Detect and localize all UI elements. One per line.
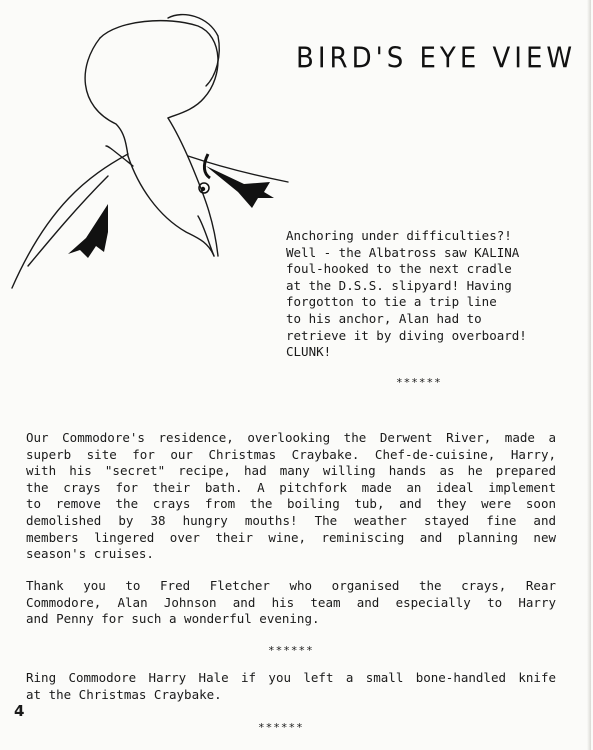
craybake-line: to remove the crays from the boiling tub, and they were soon <box>26 496 556 512</box>
section-separator: ****** <box>396 376 442 389</box>
intro-line: Anchoring under difficulties?! <box>286 228 512 243</box>
right-webbed-foot <box>206 166 274 208</box>
intro-line: Well - the Albatross saw KALINA <box>286 244 520 260</box>
page-number: 4 <box>14 702 25 720</box>
craybake-line: season's cruises. <box>26 546 154 562</box>
craybake-line: superb site for our Christmas Craybake. Chef-de-cuisine, Harry, <box>26 446 556 462</box>
thanks-paragraph <box>26 578 556 628</box>
intro-line: at the D.S.S. slipyard! Having <box>286 277 512 293</box>
intro-line: to his anchor, Alan had to <box>286 310 482 326</box>
craybake-line: members lingered over their wine, reminiscing and planning new <box>26 529 556 545</box>
craybake-line: with his "secret" recipe, had many willing hands as he prepared <box>26 463 556 479</box>
intro-line: forgotton to tie a trip line <box>286 294 497 310</box>
page-edge-shadow <box>587 0 591 750</box>
knife-paragraph <box>26 670 556 703</box>
thanks-line: Commodore, Alan Johnson and his team and especially to Harry <box>26 594 556 610</box>
thanks-line: Thank you to Fred Fletcher who organised the crays, Rear <box>26 578 556 593</box>
craybake-line: the crays for their bath. A pitchfork made an ideal implement <box>26 479 556 495</box>
thanks-line: and Penny for such a wonderful evening. <box>26 611 320 627</box>
page-heading: BIRD'S EYE VIEW <box>296 42 577 76</box>
intro-line: foul-hooked to the next cradle <box>286 261 512 277</box>
intro-paragraph <box>286 228 554 361</box>
craybake-paragraph <box>26 430 556 563</box>
knife-line: at the Christmas Craybake. <box>26 686 222 702</box>
craybake-line: demolished by 38 hungry mouths! The weather stayed fine and <box>26 512 556 528</box>
intro-line: CLUNK! <box>286 344 332 360</box>
intro-line: retrieve it by diving overboard! <box>286 327 527 343</box>
albatross-body <box>12 15 288 288</box>
albatross-illustration <box>8 6 308 296</box>
craybake-line: Our Commodore's residence, overlooking the Derwent River, made a <box>26 430 556 445</box>
knife-line: Ring Commodore Harry Hale if you left a small bone-handled knife <box>26 670 556 685</box>
section-separator: ****** <box>268 644 314 657</box>
section-separator: ****** <box>258 721 304 734</box>
